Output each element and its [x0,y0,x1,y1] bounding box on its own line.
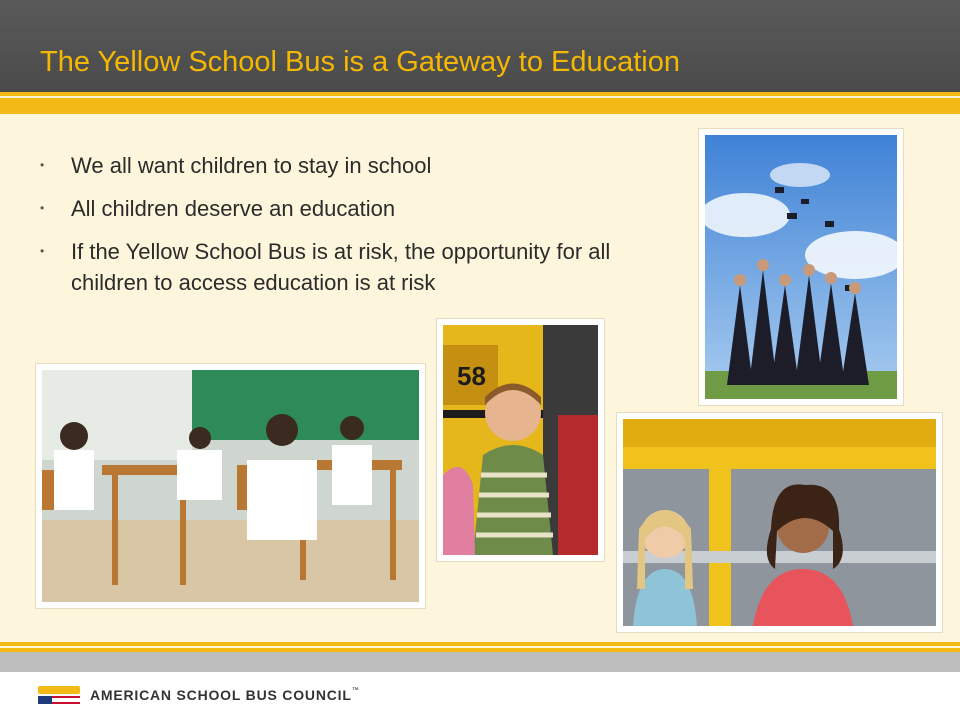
classroom-photo [36,364,425,608]
footer-logo [38,684,360,706]
bullet-icon: • [40,158,45,172]
bottom-grey-band [0,652,960,672]
bullet-item [40,193,670,224]
bullet-text: All children deserve an education [71,196,396,221]
bullet-icon: • [40,244,45,258]
bullet-item [40,150,670,181]
logo-wordmark [90,687,360,703]
bullet-icon: • [40,201,45,215]
trademark-symbol: ™ [351,687,360,694]
bullet-text: If the Yellow School Bus is at risk, the opportunity for all children to access education is at risk [71,239,611,295]
bullet-item [40,236,670,298]
bullet-list [40,150,670,310]
bullet-text: We all want children to stay in school [71,153,432,178]
svg-text:58: 58 [457,361,486,391]
logo-text: AMERICAN SCHOOL BUS COUNCIL [90,687,352,703]
gold-divider-band [0,92,960,114]
bottom-gold-band [0,642,960,652]
slide-title: The Yellow School Bus is a Gateway to Education [40,46,680,78]
graduation-photo [699,129,903,405]
boy-bus-photo [437,319,604,561]
girls-bus-window-photo [617,413,942,632]
bus-flag-logo-icon [38,684,80,706]
